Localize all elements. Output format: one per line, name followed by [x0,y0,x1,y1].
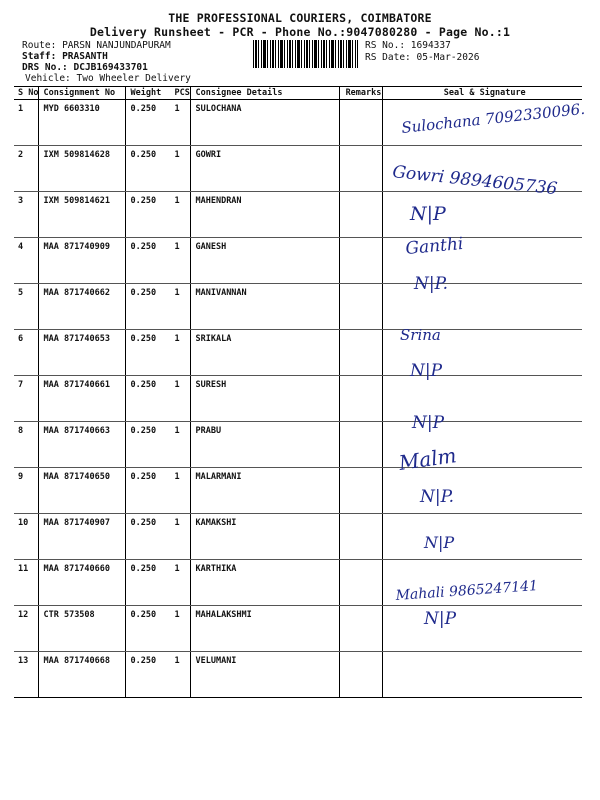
cell-consignment: CTR 573508 [39,606,126,652]
staff-value: PRASANTH [62,51,108,62]
cell-weight: 0.250 [126,468,171,514]
cell-weight: 0.250 [126,284,171,330]
drs-line [22,62,148,73]
cell-weight: 0.250 [126,238,171,284]
cell-remarks [340,192,383,238]
cell-weight: 0.250 [126,514,171,560]
table-row [14,330,582,376]
signature-row-5: N|P. [414,274,448,294]
cell-consignment: MAA 871740909 [39,238,126,284]
cell-sno: 7 [14,376,39,422]
cell-weight: 0.250 [126,192,171,238]
route-label: Route: [22,40,57,51]
cell-consignment: MYD 6603310 [39,100,126,146]
route-line [22,40,171,51]
signature-row-8: N|P [412,413,445,433]
cell-remarks [340,146,383,192]
drs-value: DCJB169433701 [73,62,148,73]
staff-line [22,51,108,62]
cell-consignee: PRABU [191,422,340,468]
cell-weight: 0.250 [126,146,171,192]
cell-sno: 8 [14,422,39,468]
cell-consignee: KAMAKSHI [191,514,340,560]
cell-pcs: 1 [170,376,191,422]
rs-date-value: 05-Mar-2026 [416,52,480,63]
cell-weight: 0.250 [126,652,171,698]
cell-consignee: SURESH [191,376,340,422]
table-row [14,422,582,468]
cell-sno: 12 [14,606,39,652]
col-consignment: Consignment No [39,87,126,100]
cell-pcs: 1 [170,192,191,238]
cell-remarks [340,652,383,698]
cell-weight: 0.250 [126,560,171,606]
signature-row-1: Sulochana 7092330096. [400,99,586,137]
cell-sno: 2 [14,146,39,192]
cell-remarks [340,514,383,560]
cell-consignment: MAA 871740668 [39,652,126,698]
cell-sno: 11 [14,560,39,606]
company-title: THE PROFESSIONAL COURIERS, COIMBATORE [168,11,432,25]
cell-signature [383,422,582,468]
cell-weight: 0.250 [126,606,171,652]
cell-weight: 0.250 [126,422,171,468]
cell-pcs: 1 [170,100,191,146]
cell-sno: 1 [14,100,39,146]
cell-consignee: SULOCHANA [191,100,340,146]
cell-weight: 0.250 [126,100,171,146]
cell-weight: 0.250 [126,330,171,376]
cell-signature [383,100,582,146]
cell-remarks [340,468,383,514]
cell-consignee: MAHALAKSHMI [191,606,340,652]
cell-pcs: 1 [170,652,191,698]
cell-consignee: GANESH [191,238,340,284]
signature-row-11: N|P [424,533,455,552]
cell-sno: 5 [14,284,39,330]
signature-row-6: Srina [400,326,441,344]
cell-signature [383,238,582,284]
runsheet-table [14,86,582,698]
signature-row-7: N|P [410,361,443,381]
cell-remarks [340,330,383,376]
cell-sno: 4 [14,238,39,284]
cell-remarks [340,606,383,652]
col-remarks: Remarks [340,87,383,100]
drs-label: DRS No.: [22,62,68,73]
cell-consignment: MAA 871740907 [39,514,126,560]
table-row [14,468,582,514]
cell-weight: 0.250 [126,376,171,422]
cell-pcs: 1 [170,560,191,606]
cell-consignee: GOWRI [191,146,340,192]
cell-consignee: KARTHIKA [191,560,340,606]
cell-pcs: 1 [170,468,191,514]
cell-signature [383,284,582,330]
cell-signature [383,330,582,376]
cell-signature [383,146,582,192]
runsheet-subtitle: Delivery Runsheet - PCR - Phone No.:9047080280 - Page No.:1 [89,25,511,39]
cell-consignee: MAHENDRAN [191,192,340,238]
cell-consignment: MAA 871740663 [39,422,126,468]
col-sno: S No [14,87,39,100]
staff-label: Staff: [22,51,57,62]
cell-consignee: MALARMANI [191,468,340,514]
cell-remarks [340,560,383,606]
cell-signature [383,514,582,560]
table-row [14,652,582,698]
cell-signature [383,560,582,606]
cell-sno: 13 [14,652,39,698]
signature-row-10: N|P. [420,487,454,507]
cell-sno: 6 [14,330,39,376]
table-row [14,376,582,422]
signature-row-3: N|P [410,203,446,225]
col-pcs: PCS [170,87,191,100]
signature-row-4: Ganthi [404,234,465,259]
cell-sno: 10 [14,514,39,560]
cell-pcs: 1 [170,514,191,560]
cell-remarks [340,284,383,330]
col-consignee: Consignee Details [191,87,340,100]
table-row [14,192,582,238]
table-header-row [14,87,582,100]
table-row [14,146,582,192]
cell-signature [383,468,582,514]
cell-signature [383,652,582,698]
cell-remarks [340,100,383,146]
cell-pcs: 1 [170,238,191,284]
signature-row-12: Mahali 9865247141 [395,578,539,604]
cell-pcs: 1 [170,330,191,376]
signature-row-13: N|P [424,609,457,629]
cell-consignee: VELUMANI [191,652,340,698]
table-row [14,606,582,652]
table-row [14,100,582,146]
cell-remarks [340,238,383,284]
cell-consignee: MANIVANNAN [191,284,340,330]
cell-consignment: MAA 871740650 [39,468,126,514]
rs-date-line [365,52,479,63]
vehicle-value: Two Wheeler Delivery [76,73,191,84]
cell-remarks [340,376,383,422]
table-row [14,238,582,284]
cell-pcs: 1 [170,606,191,652]
cell-consignment: MAA 871740661 [39,376,126,422]
cell-sno: 3 [14,192,39,238]
rs-date-label: RS Date: [365,52,411,63]
cell-signature [383,606,582,652]
col-signature: Seal & Signature [383,87,582,100]
cell-consignee: SRIKALA [191,330,340,376]
rs-no-value: 1694337 [410,40,451,51]
cell-consignment: IXM 509814628 [39,146,126,192]
cell-sno: 9 [14,468,39,514]
table-row [14,284,582,330]
vehicle-label: Vehicle: [25,73,71,84]
table-row [14,560,582,606]
cell-consignment: MAA 871740660 [39,560,126,606]
table-body [14,100,582,698]
cell-consignment: IXM 509814621 [39,192,126,238]
cell-remarks [340,422,383,468]
cell-pcs: 1 [170,146,191,192]
col-weight: Weight [126,87,171,100]
table-row [14,514,582,560]
cell-consignment: MAA 871740662 [39,284,126,330]
cell-pcs: 1 [170,284,191,330]
cell-pcs: 1 [170,422,191,468]
barcode [253,40,358,68]
vehicle-line [25,73,191,84]
signature-row-2: Gowri 9894605736 [391,162,559,200]
cell-consignment: MAA 871740653 [39,330,126,376]
signature-row-9: Malm [397,443,458,475]
route-value: PARSN NANJUNDAPURAM [62,40,171,51]
rs-no-label: RS No.: [365,40,406,51]
rs-no-line [365,40,451,51]
cell-signature [383,192,582,238]
cell-signature [383,376,582,422]
